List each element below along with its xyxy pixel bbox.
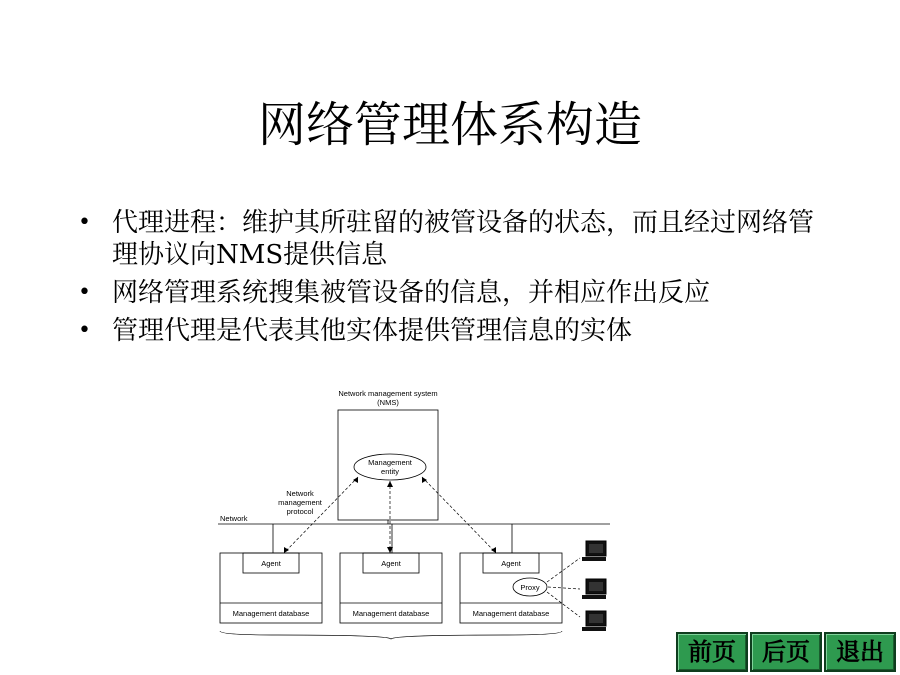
agent-label: Agent xyxy=(261,559,281,568)
agent-label: Agent xyxy=(501,559,521,568)
bullet-item xyxy=(78,277,818,309)
agent-device-1 xyxy=(220,553,322,623)
bullet-text: 网络管理系统搜集被管设备的信息，并相应作出反应 xyxy=(112,278,711,308)
database-label: Management database xyxy=(232,609,310,618)
next-page-button[interactable]: 后页 xyxy=(750,632,822,672)
agent-device-3 xyxy=(460,553,562,623)
protocol-line1: Network xyxy=(286,489,314,498)
nms-title-line2: (NMS) xyxy=(377,398,399,407)
nms-title-line1: Network management system xyxy=(338,389,438,398)
agent-device-2 xyxy=(340,553,442,623)
protocol-line2: management xyxy=(278,498,322,507)
bullet-text: 管理代理是代表其他实体提供管理信息的实体 xyxy=(112,316,633,346)
entity-line2: entity xyxy=(381,467,399,476)
bullet-text: 代理进程：维护其所驻留的被管设备的状态，而且经过网络管理协议向NMS提供信息 xyxy=(112,208,815,270)
entity-line1: Management xyxy=(368,458,412,467)
navigation-bar xyxy=(676,632,896,672)
bullet-marker: • xyxy=(78,318,91,343)
computer-icon xyxy=(582,611,606,631)
network-management-diagram xyxy=(218,385,618,640)
computer-icon xyxy=(582,579,606,599)
bullet-item xyxy=(78,207,818,271)
bullet-marker: • xyxy=(78,210,91,235)
agent-label: Agent xyxy=(381,559,401,568)
protocol-line3: protocol xyxy=(286,507,314,516)
bullet-item xyxy=(78,315,818,347)
grouping-brace xyxy=(220,631,562,639)
database-label: Management database xyxy=(472,609,550,618)
exit-button[interactable]: 退出 xyxy=(824,632,896,672)
slide-title: 网络管理体系构造 xyxy=(257,97,642,153)
prev-page-button[interactable]: 前页 xyxy=(676,632,748,672)
bullet-marker: • xyxy=(78,280,91,305)
protocol-arrows xyxy=(284,477,496,553)
computer-icon xyxy=(582,541,606,561)
bullet-list xyxy=(78,207,818,353)
database-label: Management database xyxy=(352,609,430,618)
network-label: Network xyxy=(220,514,248,523)
proxy-label: Proxy xyxy=(520,583,540,592)
